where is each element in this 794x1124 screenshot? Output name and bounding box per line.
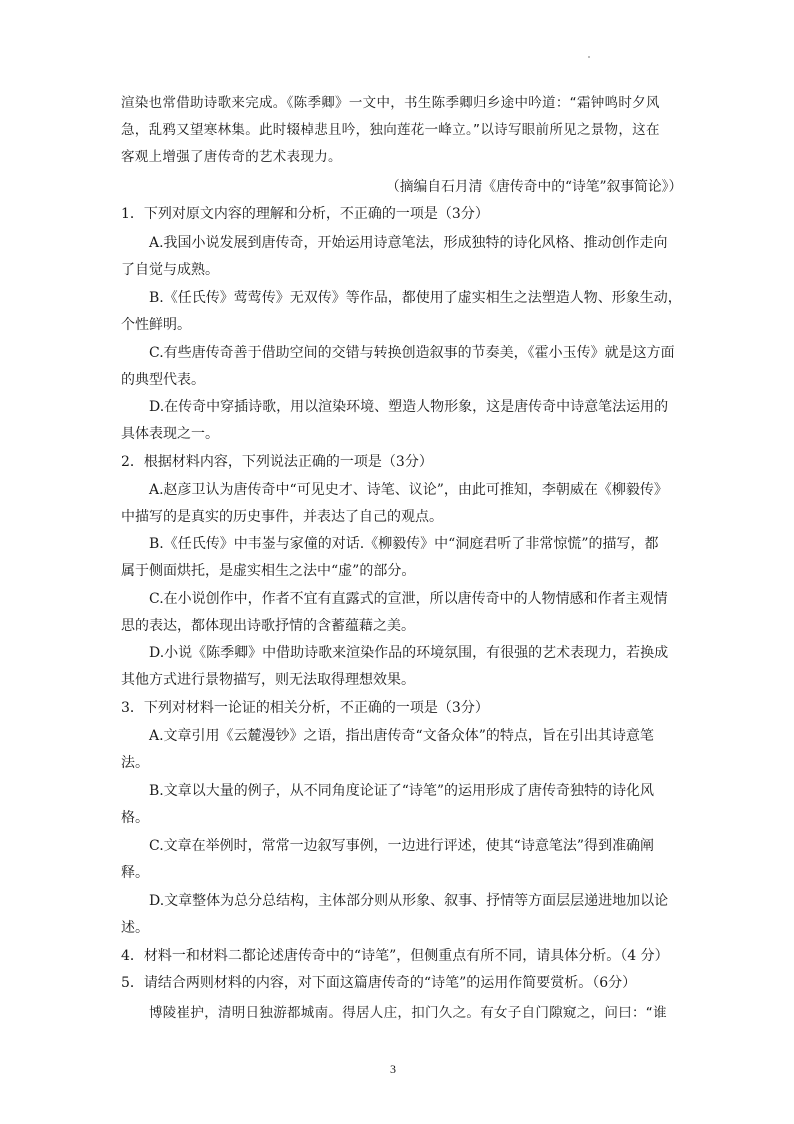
q1-option-d-line-2: 具体表现之一。 bbox=[121, 426, 219, 442]
q2-option-c-line-2: 思的表达，都体现出诗歌抒情的含蓄蕴藉之美。 bbox=[121, 618, 415, 634]
q1-option-a-line-1: A.我国小说发展到唐传奇，开始运用诗意笔法，形成独特的诗化风格、推动创作走向 bbox=[149, 235, 668, 251]
q2-option-d-line-1: D.小说《陈季卿》中借助诗歌来渲染作品的环境氛围，有很强的艺术表现力，若换成 bbox=[149, 645, 669, 661]
q2-option-c-line-1: C.在小说创作中，作者不宜有直露式的宣泄，所以唐传奇中的人物情感和作者主观情 bbox=[149, 591, 668, 607]
q1-option-d-line-1: D.在传奇中穿插诗歌，用以渲染环境、塑造人物形象，这是唐传奇中诗意笔法运用的 bbox=[149, 399, 669, 415]
q3-option-b-line-1: B.文章以大量的例子，从不同角度论证了“诗笔”的运用形成了唐传奇独特的诗化风 bbox=[149, 783, 655, 799]
page-number: 3 bbox=[390, 1062, 396, 1076]
q2-option-b-line-1: B.《任氏传》中韦崟与家僮的对话.《柳毅传》中“洞庭君听了非常惊慌”的描写，都 bbox=[149, 536, 659, 552]
passage-line-1: 博陵崔护，清明日独游都城南。得居人庄，扣门久之。有女子自门隙窥之，问曰：“谁 bbox=[149, 1005, 667, 1021]
q5-stem: 5．请结合两则材料的内容，对下面这篇唐传奇的“诗笔”的运用作简要赏析。（6分） bbox=[121, 975, 637, 991]
q1-option-c-line-1: C.有些唐传奇善于借助空间的交错与转换创造叙事的节奏美，《霍小玉传》就是这方面 bbox=[149, 345, 675, 361]
q4-stem: 4．材料一和材料二都论述唐传奇中的“诗笔”，但侧重点有所不同，请具体分析。（4 分） bbox=[121, 948, 669, 964]
source-citation: （摘编自石月清《唐传奇中的“诗笔”叙事简论》） bbox=[386, 179, 683, 195]
q1-option-a-line-2: 了自觉与成熟。 bbox=[121, 262, 219, 278]
q3-stem: 3．下列对材料一论证的相关分析，不正确的一项是（3分） bbox=[121, 700, 489, 716]
q1-stem: 1．下列对原文内容的理解和分析，不正确的一项是（3分） bbox=[121, 206, 489, 222]
q2-option-a-line-1: A.赵彦卫认为唐传奇中“可见史才、诗笔、议论”，由此可推知，李朝威在《柳毅传》 bbox=[149, 482, 668, 498]
scan-speck bbox=[588, 56, 590, 58]
q3-option-c-line-2: 释。 bbox=[121, 865, 149, 881]
q3-option-a-line-1: A.文章引用《云麓漫钞》之语，指出唐传奇“文备众体”的特点，旨在引出其诗意笔 bbox=[149, 728, 654, 744]
q3-option-c-line-1: C.文章在举例时，常常一边叙写事例，一边进行评述，使其“诗意笔法”得到准确阐 bbox=[149, 838, 654, 854]
q3-option-d-line-2: 述。 bbox=[121, 920, 149, 936]
q2-option-b-line-2: 属于侧面烘托，是虚实相生之法中“虚”的部分。 bbox=[121, 563, 416, 579]
q3-option-b-line-2: 格。 bbox=[121, 810, 149, 826]
q2-option-d-line-2: 其他方式进行景物描写，则无法取得理想效果。 bbox=[121, 672, 415, 688]
intro-line-2: 急，乱鸦又望寒林集。此时辍棹悲且吟，独向莲花一峰立。”以诗写眼前所见之景物，这在 bbox=[121, 122, 660, 138]
intro-line-1: 渲染也常借助诗歌来完成。《陈季卿》一文中，书生陈季卿归乡途中吟道：“霜钟鸣时夕风 bbox=[121, 95, 660, 111]
q1-option-b-line-2: 个性鲜明。 bbox=[121, 317, 191, 333]
q3-option-a-line-2: 法。 bbox=[121, 755, 149, 771]
q2-option-a-line-2: 中描写的是真实的历史事件，并表达了自己的观点。 bbox=[121, 509, 443, 525]
q1-option-c-line-2: 的典型代表。 bbox=[121, 372, 205, 388]
q3-option-d-line-1: D.文章整体为总分总结构，主体部分则从形象、叙事、抒情等方面层层递进地加以论 bbox=[149, 893, 669, 909]
intro-line-3: 客观上增强了唐传奇的艺术表现力。 bbox=[121, 149, 342, 165]
q2-stem: 2．根据材料内容，下列说法正确的一项是（3分） bbox=[121, 454, 433, 470]
q1-option-b-line-1: B.《任氏传》莺莺传》无双传》等作品，都使用了虚实相生之法塑造人物、形象生动， bbox=[149, 290, 682, 306]
